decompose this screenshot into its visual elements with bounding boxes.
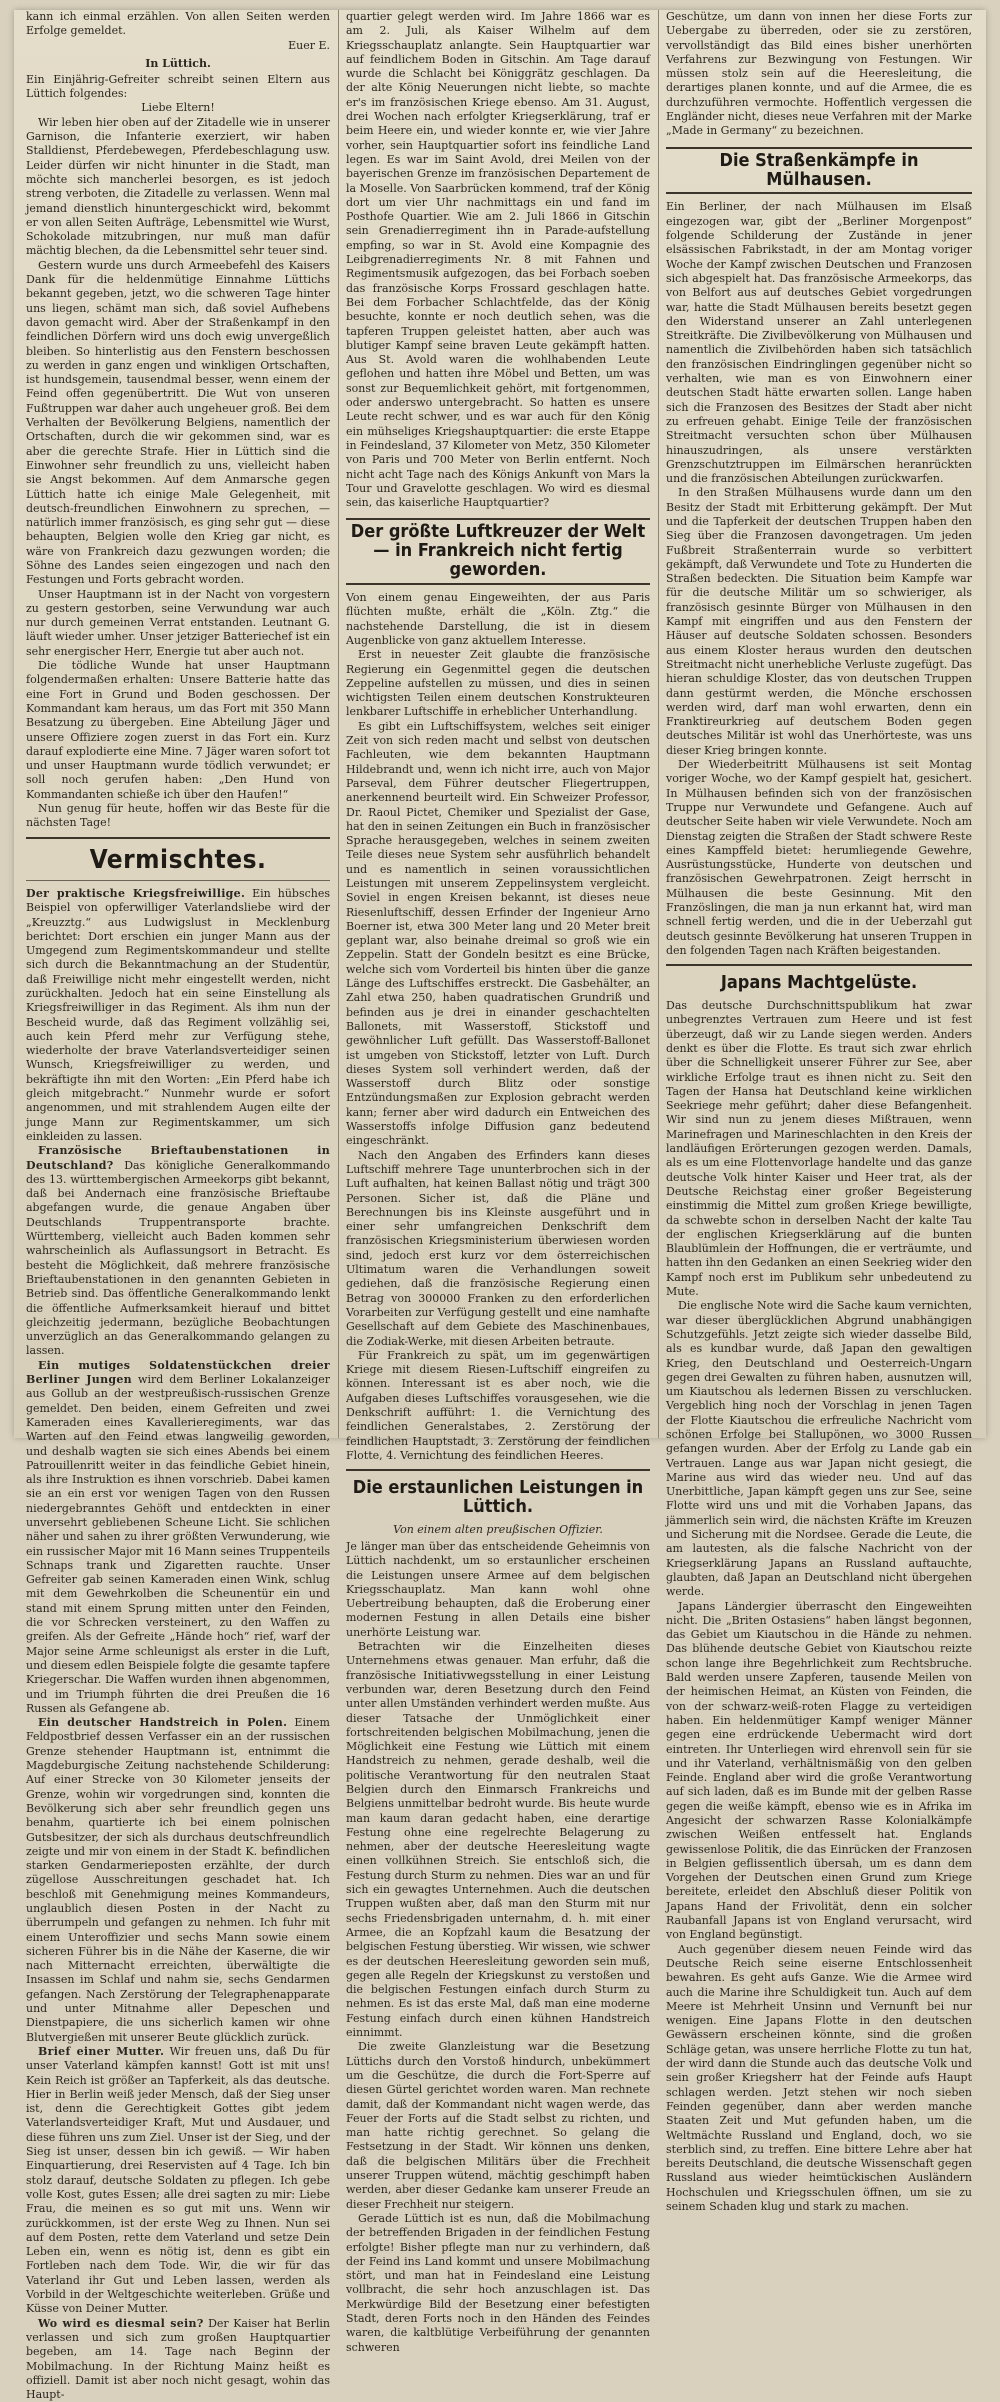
erstaunlich-headline: Die erstaunlichen Leistungen in Lüttich. xyxy=(352,1477,644,1518)
item-text: Einem Feldpostbrief dessen Verfasser ein an der russischen Grenze stehender Hauptmann ist, entnimmt die Magdeburgische Zeitung nachstehende Schilderung: Auf einer Strecke von 30 Kilometer jenseits der Grenze, wohin wir vorgedrungen sind, konnten die Bevölkerung sich aber sehr freundlich gegen uns benahm, quartierte ich bei einem polnischen Gutsbesitzer, der sich als durchaus deutschfreundlich zeigte und mir von einem in der Stadt K. befindlichen starken Gendarmerieposten erzählte, der durch zügellose Ausschreitungen geschadet hat. Ich beschloß mit Genehmigung meines Kommandeurs, unglaublich diesen Posten in der Nacht zu überrumpeln und gefangen zu nehmen. Ich fuhr mit einem Unteroffizier und sechs Mann sowie einem sicheren Führer bis in die Nähe der Kaserne, die wir nach Mitternacht erreichten, überwältigte die Insassen im Schlaf und nahm sie, sechs Gendarmen gefangen. Nach Zerstörung der Telegraphenapparate und unter Mitnahme aller Depeschen und Dienstpapiere, die uns sicherlich kamen wir ohne Blutvergießen mit unserer Beute glücklich zurück. xyxy=(26,1716,330,2044)
column-rule xyxy=(338,10,339,1438)
column-rule xyxy=(658,10,659,1438)
muelhausen-headline-box xyxy=(666,147,972,195)
section-divider xyxy=(346,1469,650,1471)
newspaper-page xyxy=(14,10,986,2402)
zeppelin-headline: Der größte Luftkreuzer der Welt — in Frankreich nicht fertig geworden. xyxy=(350,521,646,581)
muelhausen-paragraph: Ein Berliner, der nach Mülhausen im Elsaß eingezogen war, gibt der „Berliner Morgenpost“ folgende Schilderung der Zustände in jener elsässischen Fabrikstadt, in der am Montag voriger Woche der Kampf zwischen Deutschen und Franzosen sich abgespielt hat. Das französische Armeekorps, das von Belfort aus auf deutsches Gebiet vorgedrungen war, hatte die Stadt Mülhausen bereits besetzt gegen den Widerstand unserer an Zahl unterlegenen Streitkräfte. Die Zivilbevölkerung von Mülhausen und namentlich die Zivilbehörden haben sich tatsächlich den französischen Eindringlingen gegenüber nicht so verhalten, wie man es von Einwohnern einer deutschen Stadt hätte erwarten sollen. Lange haben sich die Franzosen des Besitzes der Stadt aber nicht zu erfreuen gehabt. Einige Teile der französischen Streitmacht versuchten schon über Mülhausen hinauszudringen, als unsere verstärkten Grenzschutztruppen im Eilmärschen heranrückten und die französischen Abteilungen zurückwarfen. xyxy=(666,200,972,486)
hauptquartier-paragraph: quartier gelegt werden wird. Im Jahre 1866 war es am 2. Juli, als Kaiser Wilhelm auf dem Kriegsschauplatz anlangte. Sein Hauptquartier war auf feindlichem Boden in Gitschin. Am Tage darauf wurde die Schlacht bei Königgrätz geschlagen. Da der alte König Neuerungen nicht liebte, so machte er's im französischen Kriege ebenso. Am 31. August, drei Wochen nach erfolgter Kriegserklärung, traf er beim Heere ein, und wieder konnte er, wie vier Jahre vorher, sein Hauptquartier sofort ins feindliche Land legen. Es war im Saint Avold, drei Meilen von der bayerischen Grenze im französischen Departement de la Moselle. Von Saarbrücken kommend, traf der König dort um vier Uhr nachmittags ein und fand im Posthofe Quartier. Wie am 2. Juli 1866 in Gitschin sein Grenadierregiment ihn in Parade-aufstellung empfing, so war in St. Avold eine Kompagnie des Leibgrenadierregiments Nr. 8 mit Fahnen und Regimentsmusik aufgezogen, das bei Forbach soeben das französische Korps Frossard geschlagen hatte. Bei dem Forbacher Schlachtfelde, das der König besuchte, konnte er noch deutlich sehen, was die tapferen Truppen geleistet hatten, aber auch was blutiger Kampf seine braven Leute gekämpft hatten. Aus St. Avold waren die wohlhabenden Leute geflohen und hatten ihre Möbel und Betten, um was sonst zur Bequemlichkeit gehört, mit fortgenommen, oder anderswo untergebracht. So hatten es unsere Leute recht schwer, und es war auch für den König ein mühseliges Kriegshauptquartier: die erste Etappe in Feindesland, 37 Kilometer von Metz, 350 Kilometer von Paris und 700 Meter von Berlin entfernt. Noch nicht acht Tage nach des Königs Ankunft von Mars la Tour und Gravelotte geschlagen. Wo wird es diesmal sein, das kaiserliche Hauptquartier? xyxy=(346,10,650,510)
item-lead: Ein deutscher Handstreich in Polen. xyxy=(38,1716,288,1730)
item-lead: Ein mutiges Soldatenstückchen dreier Berliner Jungen xyxy=(26,1358,330,1387)
geschuetze-paragraph: Geschütze, um dann von innen her diese Forts zur Uebergabe zu überreden, oder sie zu zerstören, vervollständigt das Bild eines bisher unerhörten Verfahrens zur Bezwingung von Festungen. Wir müssen stolz sein auf die Heeresleitung, die derartiges planen konnte, und auf die Armee, die es durchzuführen vermochte. Hoffentlich vergessen die Engländer nicht, dieses neue Verfahren mit der Marke „Made in Germany“ zu bezeichnen. xyxy=(666,10,972,138)
vermischtes-item xyxy=(26,887,330,1144)
section-divider xyxy=(26,880,330,881)
intro-paragraph: kann ich einmal erzählen. Von allen Seiten werden Erfolge gemeldet. xyxy=(26,10,330,38)
zeppelin-headline-box xyxy=(346,518,650,585)
item-lead: Brief einer Mutter. xyxy=(38,2044,165,2058)
luettich-subheading: In Lüttich. xyxy=(145,56,211,70)
column-2 xyxy=(346,10,650,2354)
item-lead: Wo wird es diesmal sein? xyxy=(38,2316,204,2330)
japan-paragraph: Japans Ländergier überrascht den Eingeweihten nicht. Die „Briten Ostasiens“ haben längst begonnen, das Gebiet um Kiautschou in die Hände zu nehmen. Das blühende deutsche Gebiet von Kiautschou reizte schon lange ihre Begehrlichkeit zum Rechtsbruche. Bald werden unsere Zapferen, tausende Meilen von der heimischen Heimat, an Küsten von Feinden, die von der schwarz-weiß-roten Flagge zu verteidigen haben. Ein heldenmütiger Kampf weniger Männer gegen eine erdrückende Uebermacht wird dort eintreten. Ihr Unterliegen wird ehrenvoll sein für sie und ihr Vaterland, verhältnismäßig von den gelben Feinde. England aber wird die große Verantwortung auf sich laden, daß es im Bunde mit der gelben Rasse gegen die weiße kämpft, ebenso wie es in Afrika im Angesicht der schwarzen Rasse Kolonialkämpfe zwischen Weißen entfesselt hat. Englands gewissenlose Politik, die das Einrücken der Franzosen in Belgien geflissentlich übersah, um es dann dem Vorgehen der Deutschen einen Grund zum Kriege bereitete, erleidet den Abschluß dieser Politik von Japans Hand der Frivolität, denn ein solcher Raubanfall Japans ist von England verursacht, wird von England begünstigt. xyxy=(666,1599,972,1942)
erstaunlich-paragraph: Die zweite Glanzleistung war die Besetzung Lüttichs durch den Vorstoß hindurch, unbekümmert um die Geschütze, die durch die Fort-Sperre auf diesen Gürtel gerichtet worden waren. Man rechnete damit, daß der Kommandant nicht wagen werde, das Feuer der Forts auf die Stadt selbst zu richten, und man hatte richtig gerechnet. So gelang die Festsetzung in der Stadt. Wir können uns denken, daß die belgischen Militärs über die Frechheit unserer Truppen wütend, mächtig geschimpft haben werden, aber dieser Gedanke kam unserer Freude an dieser Frechheit nur steigern. xyxy=(346,2040,650,2211)
item-text: Wir freuen uns, daß Du für unser Vaterland kämpfen kannst! Gott ist mit uns! Kein Reich ist größer an Tapferkeit, als das deutsche. Hier in Berlin weiß jeder Mensch, daß der Sieg unser ist, denn die Gerechtigkeit Gottes gibt jedem Vaterlandsverteidiger Kraft, Mut und Ausdauer, und diese führen uns zum Ziel. Unser ist der Sieg, und der Sieg ist unser, dessen bin ich gewiß. — Wir haben Einquartierung, drei Reservisten auf 4 Tage. Ich bin stolz darauf, deutsche Soldaten zu pflegen. Ich gebe volle Kost, gutes Essen; alle drei sagten zu mir: Liebe Frau, die meinen es so gut mit uns. Wenn wir zurückkommen, ist der erste Weg zu Ihnen. Nun sei auf dem Posten, rette dem Vaterland und setze Dein Leben ein, wenn es nötig ist, denn es gibt ein Fortleben nach dem Tode. Wir, die wir für das Vaterland ihr Gut und Leben lassen, werden als Vorbild in der Weltgeschichte weiterleben. Grüße und Küsse von Deiner Mutter. xyxy=(26,2044,330,2316)
japan-paragraph: Auch gegenüber diesem neuen Feinde wird das Deutsche Reich seine eiserne Entschlossenheit bewahren. Es geht aufs Ganze. Wie die Armee wird auch die Marine ihre Schuldigkeit tun. Auch auf dem Meere ist Mehrheit Unsinn und Vernunft bei nur wenigen. Eine Japans Flotte in den deutschen Gewässern erscheinen könnte, sind die großen Schläge getan, was unsere herrliche Flotte zu tun hat, der wird dann die Stunde auch das deutsche Volk und sein großer Kriegsherr hat der Feinde aufs Haupt schlagen werden. Jetzt stehen wir noch sieben Feinden gegenüber, dann aber werden manche Staaten Zeit und Mut gefunden haben, um die Weltmächte Russland und England, doch, wo sie sterblich sind, zu treffen. Eine bittere Lehre aber hat bereits Deutschland, die deutsche Wissenschaft gegen Russland aus wieder heimtückischen Ausländern Hochschulen und Kriegsschulen öffnen, um sie zu seinem Schaden klug und stark zu machen. xyxy=(666,1942,972,2214)
muelhausen-headline: Die Straßenkämpfe in Mülhausen. xyxy=(719,149,919,190)
luettich-paragraph: Gestern wurde uns durch Armeebefehl des Kaisers Dank für die heldenmütige Einnahme Lüttichs bekannt gegeben, jetzt, wo die schweren Tage hinter uns liegen, schämt man sich, daß soviel Aufhebens davon gemacht wird. Aber der Straßenkampf in den feindlichen Dörfern wird uns doch ewig unvergeßlich bleiben. So hinterlistig aus den Fenstern beschossen zu werden in ganz engen und winkligen Ortschaften, ist hundsgemein, tausendmal besser, wenn einem der Feind offen gegenübertritt. Die Wut von unseren Fußtruppen war daher auch ungeheuer groß. Bei dem Verhalten der Bevölkerung Belgiens, namentlich der Ortschaften, durch die wir gekommen sind, war es aber die gerechte Strafe. Hier in Lüttich sind die Einwohner sehr freundlich zu uns, vielleicht haben sie Angst bekommen. Auf dem Anmarsche gegen Lüttich hatte ich einige Male Gelegenheit, mit deutsch-freundlichen Einwohnern zu sprechen, — natürlich immer französisch, es ging sehr gut — diese behaupten, Belgien wolle den Krieg gar nicht, es wäre von Frankreich dazu gezwungen worden; die Söhne des Landes seien eingezogen und nach den Festungen und Forts gebracht worden. xyxy=(26,258,330,587)
luettich-paragraph: Die tödliche Wunde hat unser Hauptmann folgendermaßen erhalten: Unsere Batterie hatte das eine Fort in Grund und Boden geschossen. Der Kommandant kam heraus, um das Fort mit 350 Mann Besatzung zu übergeben. Eine Abteilung Jäger und unsere Offiziere zogen zuerst in das Fort ein. Kurz darauf explodierte eine Mine. 7 Jäger waren sofort tot und unser Hauptmann wurde tödlich verwundet; er soll noch gerufen haben: „Den Hund von Kommandanten schieße ich über den Haufen!“ xyxy=(26,659,330,801)
vermischtes-item xyxy=(26,1359,330,1716)
vermischtes-item xyxy=(26,1716,330,2045)
erstaunlich-paragraph: Je länger man über das entscheidende Geheimnis von Lüttich nachdenkt, um so erstaunlicher erscheinen die Leistungen unsere Armee auf dem belgischen Kriegsschauplatz. Man kann wohl ohne Uebertreibung behaupten, daß die Eroberung einer modernen Festung in allen Details eine bisher unerhörte Leistung war. xyxy=(346,1539,650,1639)
vermischtes-headline: Vermischtes. xyxy=(89,844,267,875)
column-1 xyxy=(26,10,330,2402)
zeppelin-paragraph: Erst in neuester Zeit glaubte die französische Regierung ein Gegenmittel gegen die deutschen Zeppeline aufstellen zu müssen, und dies in seinen wichtigsten Teilen einem deutschen Konstrukteuren lenkbarer Luftschiffe in erheblicher Unterhandlung. xyxy=(346,648,650,719)
column-3 xyxy=(666,10,972,2214)
zeppelin-paragraph: Nach den Angaben des Erfinders kann dieses Luftschiff mehrere Tage ununterbrochen sich in der Luft aufhalten, hat keinen Ballast nötig und trägt 300 Personen. Sicher ist, daß die Pläne und Berechnungen bis ins Kleinste ausgeführt und in einer sehr umfangreichen Denkschrift dem französischen Kriegsministerium überwiesen worden sind, jedoch erst kurz vor dem österreichischen Ultimatum waren die Verhandlungen soweit gediehen, daß die französische Regierung einen Betrag von 300000 Franken zu den erforderlichen Vorarbeiten zur Verfügung gestellt und eine namhafte Gesellschaft auf dem Gebiete des Maschinenbaues, die Zodiak-Werke, mit diesen Arbeiten betraute. xyxy=(346,1148,650,1348)
erstaunlich-byline: Von einem alten preußischen Offizier. xyxy=(393,1522,603,1536)
luettich-paragraph: Ein Einjährig-Gefreiter schreibt seinen Eltern aus Lüttich folgendes: xyxy=(26,72,330,101)
section-divider xyxy=(26,837,330,839)
muelhausen-paragraph: Der Wiederbeitritt Mülhausens ist seit Montag voriger Woche, wo der Kampf gespielt hat, gesichert. In Mülhausen befinden sich von der französischen Truppe nur Verwundete und Gefangene. Auch auf deutscher Seite haben wir viele Verwundete. Noch am Dienstag zeigten die Straßen der Stadt schwere Reste eines Kampffeld bietet: herumliegende Gewehre, Ausrüstungsstücke, Hunderte von deutschen und französischen Gewehrpatronen. Zeigt herrscht in Mülhausen die beste Gesinnung. Mit den Französlingen, die man ja nun erkannt hat, wird man schnell fertig werden, und die in der Ueberzahl gut deutsch gesinnte Bevölkerung hat unseren Truppen in den folgenden Tagen nach Kräften beigestanden. xyxy=(666,758,972,957)
zeppelin-paragraph: Es gibt ein Luftschiffsystem, welches seit einiger Zeit von sich reden macht und selbst von deutschen Fachleuten, wie dem bekannten Hauptmann Hildebrandt und, wenn ich nicht irre, auch von Major Parseval, dem Führer deutscher Fliegertruppen, anerkennend beurteilt wird. Ein Schweizer Professor, Dr. Raoul Pictet, Chemiker und Spezialist der Gase, hat den in seinen Zeitungen ein Buch in französischer Sprache herausgegeben, welches in seinem zweiten Teile dieses neue System sehr ausführlich behandelt und es namentlich in seinen voraussichtlichen Leistungen mit unserem Zeppelinsystem vergleicht. Soviel in engen Kreisen bekannt, ist dieses neue Riesenluftschiff, dessen Erfinder der Ingenieur Arno Boerner ist, etwa 300 Meter lang und 20 Meter breit geplant war, also beinahe dreimal so groß wie ein Zeppelin. Statt der Gondeln besitzt es eine Brücke, welche sich vom Vorderteil bis hinten über die ganze Länge des Luftschiffes erstreckt. Die Gasbehälter, an Zahl etwa 250, haben quadratischen Grundriß und befinden aus je drei in einander geschachtelten Ballonets, mit Wasserstoff, Stickstoff und gewöhnlicher Luft gefüllt. Das Wasserstoff-Ballonet ist umgeben von Stickstoff, letzter von Luft. Durch dieses System soll verhindert werden, daß der Wasserstoff durch Blitz oder sonstige Entzündungsmaßen zur Explosion gebracht werden kann; ferner aber wird dadurch ein Entweichen des Wasserstoffs infolge Diffusion ganz bedeutend eingeschränkt. xyxy=(346,719,650,1148)
item-text: Der Kaiser hat Berlin verlassen und sich zum großen Hauptquartier begeben, am 14. Tage nach Beginn der Mobilmachung. In der Richtung Mainz heißt es offiziell. Damit ist aber noch nicht gesagt, wohin das Haupt- xyxy=(26,2316,330,2402)
japan-headline: Japans Machtgelüste. xyxy=(720,972,918,994)
vermischtes-item xyxy=(26,2317,330,2402)
zeppelin-paragraph: Von einem genau Eingeweihten, der aus Paris flüchten mußte, erhält die „Köln. Ztg.“ die nachstehende Darstellung, die ist in diesem Augenblicke von ganz aktuellem Interesse. xyxy=(346,591,650,647)
erstaunlich-paragraph: Gerade Lüttich ist es nun, daß die Mobilmachung der betreffenden Brigaden in der feindlichen Festung erfolgte! Bisher pflegte man nur zu verhindern, daß der Feind ins Land kommt und unsere Mobilmachung stört, und man hat in Feindesland eine Leistung vollbracht, die sehr hoch anzuschlagen ist. Das Merkwürdige Bild der Besetzung einer befestigten Stadt, deren Forts noch in den Händen des Feindes waren, die kaltblütige Verbeiführung der genannten schweren xyxy=(346,2211,650,2354)
zeppelin-paragraph: Für Frankreich zu spät, um im gegenwärtigen Kriege mit diesem Riesen-Luftschiff eingreifen zu können. Interessant ist es aber noch, wie die Aufgaben dieses Luftschiffes vorausgesehen, wie die Denkschrift aufführt: 1. die Vernichtung des feindlichen Generalstabes, 2. Zerstörung der feindlichen Hauptstadt, 3. Zerstörung der feindlichen Flotte, 4. Vernichtung des feindlichen Heeres. xyxy=(346,1348,650,1462)
luettich-paragraph: Unser Hauptmann ist in der Nacht von vorgestern zu gestern gestorben, seine Verwundung war auch nur durch gemeinen Verrat entstanden. Leutnant G. läuft wieder umher. Unser jetziger Batteriechef ist ein sehr energischer Herr, Energie tut aber auch not. xyxy=(26,587,330,658)
section-divider xyxy=(666,964,972,966)
japan-paragraph: Die englische Note wird die Sache kaum vernichten, war dieser überglücklichen Abgrund unabhängigen Schutzgefühls. Jetzt zeigte sich wieder dasselbe Bild, als es kundbar wurde, daß Japan den gewaltigen Krieg, den Deutschland und Oesterreich-Ungarn gegen drei Gewalten zu führen haben, ausnutzen will, um Kiautschou als ledernen Bissen zu verschlucken. Vergeblich hing noch der Vorschlag in jenen Tagen der Flotte Kiautschou die erfreuliche Nachricht vom schönen Erfolge bei Stallupönen, wo 3000 Russen gefangen wurden. Aber der Erfolg zu Lande gab ein Vertrauen. Lange aus war Japan nicht gesiegt, die Marine aus wird das wieder neu. Und auf das Unerbittliche, Japan kämpft gegen uns zur See, seine Flotte wird uns und mit die Vorhaben Japans, das jämmerlich sein wird, die nächsten Kräfte im Kreuzen und Sicherung mit die Nordsee. Gerade die Leute, die am lautesten, als die falsche Nachricht von der Kriegserklärung Japans an Russland auftauchte, glaubten, daß Japan an Deutschland nicht übergehen werde. xyxy=(666,1299,972,1599)
item-text: wird dem Berliner Lokalanzeiger aus Gollub an der westpreußisch-russischen Grenze gemeldet. Den beiden, einem Gefreiten und zwei Kameraden eines Kavallerieregiments, war das Warten auf den Feind etwas langweilig geworden, und deshalb wagten sie sich eines Abends bei einem Patrouillenritt weiter in das feindliche Gebiet hinein, als ihre Instruktion es ihnen vorschrieb. Dabei kamen sie an ein erst vor wenigen Tagen von den Russen niedergebranntes Gehöft und entdeckten in einer unversehrt gebliebenen Scheune Licht. Sie schlichen näher und sahen zu ihrer größten Verwunderung, wie ein russischer Major mit 16 Mann seines Truppenteils Schnaps trank und Zigaretten rauchte. Unser Gefreiter gab seinen Kameraden einen Wink, schlug mit dem Gewehrkolben die Scheunentür ein und stand mit einem Sprung mitten unter den Feinden, die vor Schrecken versteinert, zu den Waffen zu greifen. Als der Gefreite „Hände hoch“ rief, warf der Major seine Arme schleunigst als erster in die Luft, und diesem edlen Beispiele folgte die gesamte tapfere Kriegerschar. Die Waffen wurden ihnen abgenommen, und im Triumph führten die drei Preußen die 16 Russen als Gefangene ab. xyxy=(26,1373,330,1715)
japan-paragraph: Das deutsche Durchschnittspublikum hat zwar unbegrenztes Vertrauen zum Heere und ist fest überzeugt, daß wir zu Lande siegen werden. Anders denkt es über die Flotte. Es traut sich zwar ehrlich über die Schnelligkeit unserer Führer zur See, aber wirkliche Erfolge traut es ihnen nicht zu. Seit den Tagen der Hansa hat Deutschland keine wirklichen Seekriege mehr geführt; daher diese Befangenheit. Wir sind nun zu jenem dieses Mißtrauen, wenn Marinefragen und Marineschlachten in den Kreis der landläufigen Erörterungen gezogen werden. Damals, als es um eine Flottenvorlage handelte und das ganze deutsche Volk hinter Kaiser und Heer trat, als der Deutsche Reichstag einer großer Begeisterung einstimmig die Mittel zum großen Kriege bewilligte, da schwebte schon in derselben Nacht der kalte Tau der englischen Kriegserklärung auf die bunten Blaublümlein der Hoffnungen, die er verträumte, und hatten ihn den Gedanken an einen Seekrieg wider den Kampf noch erst im Publikum sehr unbedeutend zu Mute. xyxy=(666,999,972,1299)
muelhausen-paragraph: In den Straßen Mülhausens wurde dann um den Besitz der Stadt mit Erbitterung gekämpft. Der Mut und die Tapferkeit der deutschen Truppen haben den Sieg über die Franzosen davongetragen. Um jeden Fußbreit Straßenterrain wurde so verbittert gekämpft, daß Verwundete und Tote zu Hunderten die Straßen bedeckten. Die Situation beim Kampfe war für die deutsche Militär um so schwieriger, als französisch gesinnte Bürger von Mülhausen in den Kampf mit eingriffen und aus den Fenstern der Häuser auf deutsche Soldaten schossen. Besonders aus einem Kloster heraus wurden den deutschen Streitmacht nicht unerhebliche Verluste zugefügt. Das hieran schuldige Kloster, das von deutschen Truppen dann gestürmt werden, die Mönche erschossen werden wird, darf man wohl erwarten, denn ein Franktireurkrieg auf deutschem Boden gegen deutsches Militär ist wohl das Unerhörteste, was uns dieser Krieg bringen konnte. xyxy=(666,486,972,757)
erstaunlich-paragraph: Betrachten wir die Einzelheiten dieses Unternehmens etwas genauer. Man erfuhr, daß die französische Initiativwegsstellung in einer Leistung verbunden war, deren Besetzung durch den Feind unter allen Umständen verhindert werden mußte. Aus dieser Tatsache der Unmöglichkeit einer fortschreitenden belgischen Mobilmachung, jenen die Möglichkeit eine Festung wie Lüttich mit einem Handstreich zu nehmen, gerade deshalb, weil die politische Verantwortung für den neutralen Staat Belgien durch den Einmarsch Frankreichs und Belgiens unmittelbar bedroht wurde. Bis heute wurde man kaum daran gedacht haben, eine derartige Festung ohne eine regelrechte Belagerung zu nehmen, aber der deutsche Heeresleitung wagte einen vollkühnen Streich. Sie entschloß sich, die Festung durch Sturm zu nehmen. Dies war an und für sich ein gewagtes Unternehmen. Auch die deutschen Truppen wußten aber, daß man den Sturm mit nur sechs Friedensbrigaden unternahm, d. h. mit einer Armee, die an Kopfzahl kaum die Besatzung der belgischen Festung überstieg. Wir wissen, wie schwer es der deutschen Heeresleitung geworden sein muß, gegen alle Regeln der Kriegskunst zu verstoßen und die belgischen Festungen einfach durch Sturm zu nehmen. Es ist das erste Mal, daß man eine moderne Festung einfach durch einen kühnen Handstreich einnimmt. xyxy=(346,1640,650,2040)
item-lead: Der praktische Kriegsfreiwillige. xyxy=(26,886,246,900)
item-text: Das königliche Generalkommando des 13. württembergischen Armeekorps gibt bekannt, daß bei Andernach eine französische Brieftaube abgefangen wurde, die genaue Angaben über Deutschlands Truppentransporte brachte. Württemberg, vielleicht auch Baden kommen sehr wahrscheinlich als Auflassungsort in Betracht. Es besteht die Möglichkeit, daß mehrere französische Brieftaubenstationen in den genannten Gebieten in Betrieb sind. Das öffentliche Generalkommando lenkt die öffentliche Aufmerksamkeit hierauf und bittet gleichzeitig jedermann, bezügliche Beobachtungen unverzüglich an das Generalkommando gelangen zu lassen. xyxy=(26,1158,330,1358)
vermischtes-item xyxy=(26,1144,330,1358)
vermischtes-item xyxy=(26,2045,330,2317)
luettich-paragraph: Nun genug für heute, hoffen wir das Beste für die nächsten Tage! xyxy=(26,802,330,830)
item-lead: Französische Brieftaubenstationen in Deutschland? xyxy=(26,1144,330,1172)
luettich-paragraph: Wir leben hier oben auf der Zitadelle wie in unserer Garnison, die Infanterie exerziert, wir haben Stalldienst, Pferdebewegen, Pferdebeschlagung usw. Leider dürfen wir nicht hinunter in die Stadt, man möchte sich mancherlei besorgen, es ist jedoch streng verboten, die Zitadelle zu verlassen. Wenn mal jemand dienstlich hinuntergeschickt wird, bekommt er von allen Seiten Aufträge, Lebensmittel wie Wurst, Schokolade mitzubringen, nur muß man dafür mächtig blechen, da die Lebensmittel sehr teuer sind. xyxy=(26,115,330,258)
intro-signature: Euer E. xyxy=(288,38,330,52)
item-text: Ein hübsches Beispiel von opferwilliger Vaterlandsliebe wird der „Kreuzztg.“ aus Ludwigslust in Mecklenburg berichtet: Dort erschien ein junger Mann aus der Umgegend zum Regimentskommandeur und stellte sich durch die Bekanntmachung an der Studentür, daß Freiwillige nicht mehr eingestellt werden, nicht zurückhalten. Jedoch hat ein seine Einstellung als Kriegsfreiwilliger in das Regiment. Als ihm nun der Bescheid wurde, daß das Regiment vollzählig sei, auch kein Pferd mehr zur Verfügung stehe, wiederholte der brave Vaterlandsverteidiger seinen Wunsch, Kriegsfreiwilliger zu werden, und bekräftigte ihn mit den Worten: „Ein Pferd habe ich gleich mitgebracht.“ Nunmehr wurde er sofort angenommen, und mit strahlendem Augen eilte der junge Mann zur Regimentskammer, um sich einkleiden zu lassen. xyxy=(26,886,330,1143)
luettich-salutation: Liebe Eltern! xyxy=(141,101,215,115)
